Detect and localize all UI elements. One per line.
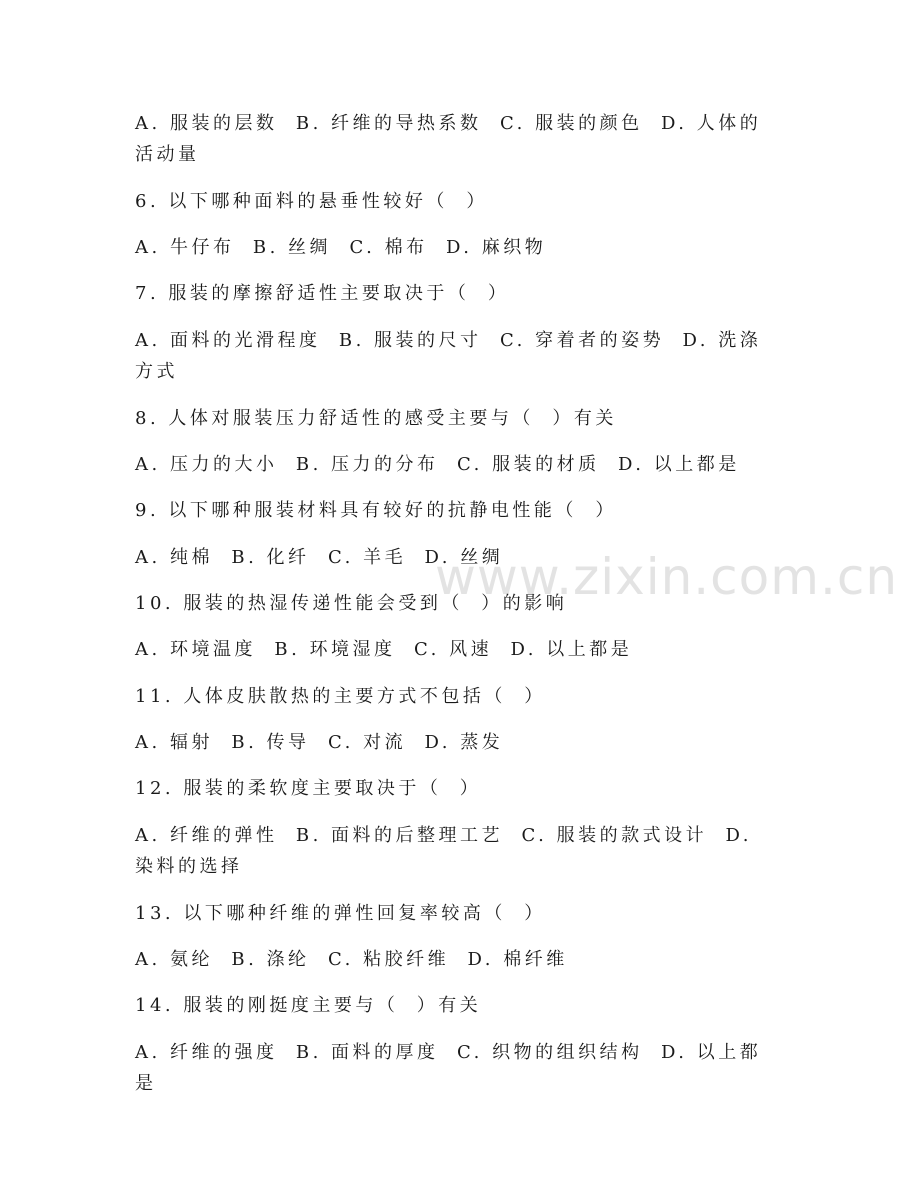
question-8: 8. 人体对服装压力舒适性的感受主要与（ ）有关: [135, 408, 617, 429]
question-9-options: A. 纯棉 B. 化纤 C. 羊毛 D. 丝绸: [135, 547, 504, 568]
question-6-options: A. 牛仔布 B. 丝绸 C. 棉布 D. 麻织物: [135, 237, 547, 258]
question-13-options: A. 氨纶 B. 涤纶 C. 粘胶纤维 D. 棉纤维: [135, 949, 568, 970]
question-9: 9. 以下哪种服装材料具有较好的抗静电性能（ ）: [135, 500, 617, 521]
question-10: 10. 服装的热湿传递性能会受到（ ）的影响: [135, 593, 568, 614]
watermark: www.zixin.com.cn: [435, 548, 899, 606]
question-11-options: A. 辐射 B. 传导 C. 对流 D. 蒸发: [135, 732, 504, 753]
question-13: 13. 以下哪种纤维的弹性回复率较高（ ）: [135, 903, 546, 924]
question-7-options: A. 面料的光滑程度 B. 服装的尺寸 C. 穿着者的姿势 D. 洗涤方式: [135, 330, 762, 382]
question-7: 7. 服装的摩擦舒适性主要取决于（ ）: [135, 283, 510, 304]
question-14: 14. 服装的刚挺度主要与（ ）有关: [135, 995, 482, 1016]
question-10-options: A. 环境温度 B. 环境湿度 C. 风速 D. 以上都是: [135, 639, 633, 660]
question-8-options: A. 压力的大小 B. 压力的分布 C. 服装的材质 D. 以上都是: [135, 454, 740, 475]
question-14-options: A. 纤维的强度 B. 面料的厚度 C. 织物的组织结构 D. 以上都是: [135, 1042, 762, 1094]
question-5-options: A. 服装的层数 B. 纤维的导热系数 C. 服装的颜色 D. 人体的活动量: [135, 113, 762, 165]
question-12-options: A. 纤维的弹性 B. 面料的后整理工艺 C. 服装的款式设计 D. 染料的选择: [135, 825, 762, 877]
question-11: 11. 人体皮肤散热的主要方式不包括（ ）: [135, 686, 546, 707]
question-6: 6. 以下哪种面料的悬垂性较好（ ）: [135, 191, 488, 212]
question-12: 12. 服装的柔软度主要取决于（ ）: [135, 778, 482, 799]
